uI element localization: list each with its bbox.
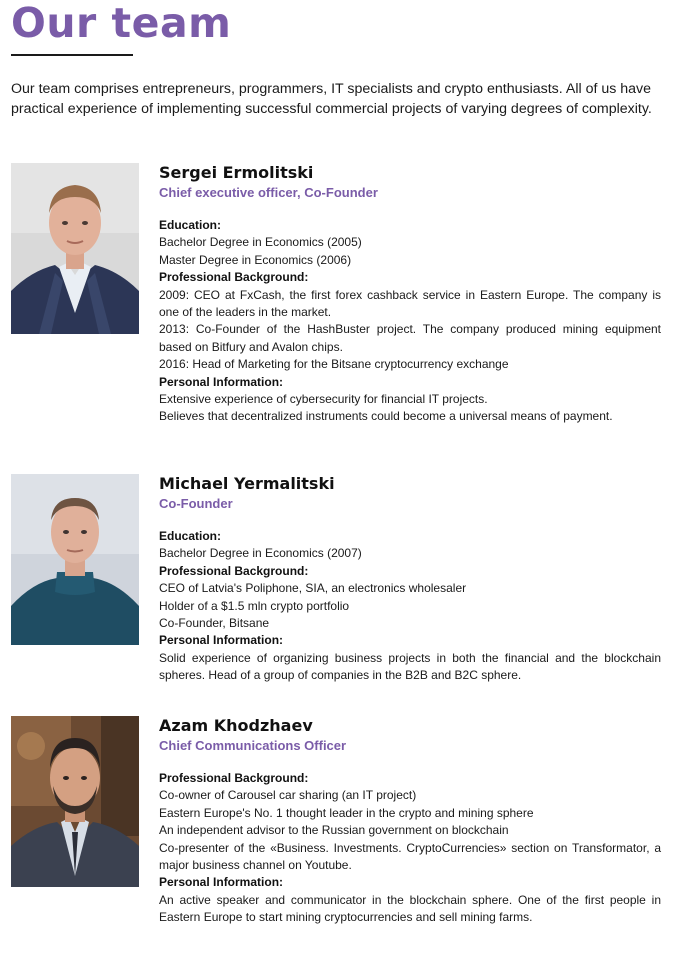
member-info [159, 474, 661, 685]
detail-line: Solid experience of organizing business projects in both the financial and the blockchain spheres. Head of a group of companies in the B2B and B2C sphere. [159, 650, 661, 683]
member-role: Chief Communications Officer [159, 738, 347, 753]
detail-line: Holder of a $1.5 mln crypto portfolio [159, 598, 350, 613]
detail-line: Co-owner of Carousel car sharing (an IT project) [159, 788, 417, 803]
member-role: Co-Founder [159, 496, 233, 511]
member-info [159, 163, 661, 426]
detail-line: CEO of Latvia's Poliphone, SIA, an electronics wholesaler [159, 581, 467, 596]
detail-line: 2009: CEO at FxCash, the first forex cashback service in Eastern Europe. The company is one of the leaders in the market. [159, 287, 661, 320]
detail-line: 2013: Co-Founder of the HashBuster project. The company produced mining equipment based on Bitfury and Avalon chips. [159, 322, 661, 354]
page-title: Our team [11, 0, 232, 47]
portrait-photo-sergei [11, 163, 139, 334]
section-heading-education: Education: [159, 218, 221, 232]
detail-line: Bachelor Degree in Economics (2005) [159, 235, 362, 250]
detail-line: Co-presenter of the «Business. Investments. CryptoCurrencies» section on Transformator, a major business channel on Youtube. [159, 840, 661, 873]
detail-line: 2016: Head of Marketing for the Bitsane cryptocurrency exchange [159, 357, 509, 372]
member-name: Azam Khodzhaev [159, 716, 313, 735]
section-heading-personal-information: Personal Information: [159, 374, 284, 389]
portrait-photo-azam [11, 716, 139, 887]
intro-paragraph: Our team comprises entrepreneurs, programmers, IT specialists and crypto enthusiasts. All of us have practical experience of implementing successful commercial projects of varying degrees of complexity. [11, 81, 652, 117]
section-heading-personal-information: Personal Information: [159, 875, 284, 890]
section-heading-professional-background: Professional Background: [159, 270, 309, 285]
member-info [159, 716, 661, 927]
section-heading-professional-background: Professional Background: [159, 771, 309, 785]
section-heading-professional-background: Professional Background: [159, 563, 309, 578]
detail-line: An active speaker and communicator in the blockchain sphere. One of the first people in Eastern Europe to start mining cryptocurrencies and sell mining farms. [159, 892, 661, 925]
section-heading-education: Education: [159, 529, 221, 543]
member-name: Sergei Ermolitski [159, 163, 314, 182]
detail-line: An independent advisor to the Russian government on blockchain [159, 823, 509, 838]
portrait-photo-michael [11, 474, 139, 645]
member-name: Michael Yermalitski [159, 474, 335, 493]
member-photo [11, 716, 139, 887]
member-photo [11, 474, 139, 645]
section-heading-personal-information: Personal Information: [159, 633, 284, 648]
detail-line: Master Degree in Economics (2006) [159, 252, 352, 267]
detail-line: Co-Founder, Bitsane [159, 616, 270, 631]
title-underline [11, 54, 133, 56]
detail-line: Bachelor Degree in Economics (2007) [159, 546, 362, 561]
detail-line: Eastern Europe's No. 1 thought leader in the crypto and mining sphere [159, 805, 534, 820]
member-photo [11, 163, 139, 334]
detail-line: Believes that decentralized instruments could become a universal means of payment. [159, 409, 613, 424]
detail-line: Extensive experience of cybersecurity for financial IT projects. [159, 392, 488, 407]
member-role: Chief executive officer, Co-Founder [159, 185, 378, 200]
